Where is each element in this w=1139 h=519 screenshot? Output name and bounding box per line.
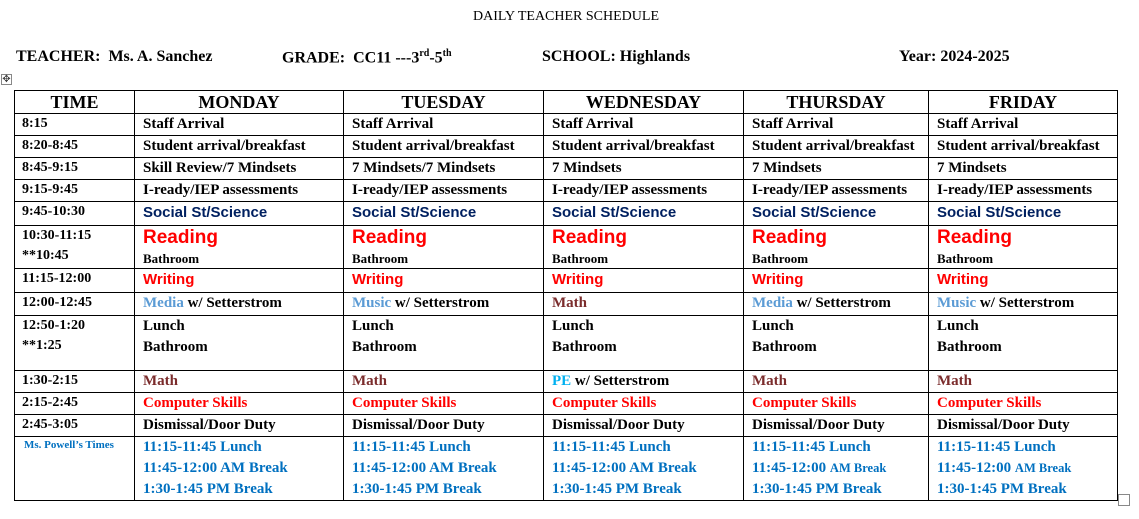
subject-reading: Reading: [552, 227, 627, 248]
page-title: DAILY TEACHER SCHEDULE: [472, 9, 660, 24]
wednesday-cell: Math: [544, 293, 744, 316]
time-cell: 2:15-2:45: [15, 393, 135, 415]
thursday-cell: Staff Arrival: [744, 114, 929, 136]
friday-cell: [929, 437, 1118, 501]
time-note: **1:25: [22, 338, 62, 353]
thursday-cell: Writing: [744, 269, 929, 293]
table-row: [15, 393, 1118, 415]
table-row: [15, 202, 1118, 226]
monday-cell: Staff Arrival: [135, 114, 344, 136]
grade-sup-th: th: [442, 48, 452, 59]
grade-sup-rd: rd: [419, 48, 430, 59]
teacher-label: TEACHER:: [16, 48, 101, 65]
bathroom-label: Bathroom: [752, 339, 817, 355]
teacher-info: [16, 48, 212, 66]
thursday-cell: 7 Mindsets: [744, 158, 929, 180]
wednesday-cell: Dismissal/Door Duty: [544, 415, 744, 437]
tuesday-cell: 7 Mindsets/7 Mindsets: [344, 158, 544, 180]
with-teacher: w/ Setterstrom: [792, 295, 891, 311]
time-cell: 2:45-3:05: [15, 415, 135, 437]
time-cell: 1:30-2:15: [15, 371, 135, 393]
monday-cell: [135, 437, 344, 501]
table-resize-handle[interactable]: [1118, 494, 1130, 506]
friday-cell: Math: [929, 371, 1118, 393]
friday-cell: [929, 226, 1118, 269]
with-teacher: w/ Setterstrom: [391, 295, 490, 311]
powell-am-time: 11:45-12:00: [752, 460, 830, 476]
time-cell: 12:00-12:45: [15, 293, 135, 316]
tuesday-cell: [344, 316, 544, 371]
tuesday-cell: Computer Skills: [344, 393, 544, 415]
monday-cell: I-ready/IEP assessments: [135, 180, 344, 202]
wednesday-cell: Computer Skills: [544, 393, 744, 415]
friday-cell: Student arrival/breakfast: [929, 136, 1118, 158]
table-row: [15, 226, 1118, 269]
powell-am-break: 11:45-12:00 AM Break: [352, 460, 497, 476]
col-header-tuesday: TUESDAY: [344, 91, 544, 114]
tuesday-cell: [344, 437, 544, 501]
lunch-label: Lunch: [143, 318, 185, 334]
monday-cell: [135, 226, 344, 269]
year-info: [899, 48, 1010, 66]
time-main: 12:50-1:20: [22, 318, 85, 333]
bathroom-note: Bathroom: [752, 251, 809, 266]
table-row: [15, 269, 1118, 293]
monday-cell: Math: [135, 371, 344, 393]
wednesday-cell: Social St/Science: [544, 202, 744, 226]
powell-pm-break: 1:30-1:45 PM Break: [352, 481, 482, 497]
subject-reading: Reading: [752, 227, 827, 248]
wednesday-cell: [544, 437, 744, 501]
lunch-label: Lunch: [752, 318, 794, 334]
monday-cell: Social St/Science: [135, 202, 344, 226]
tuesday-cell: Writing: [344, 269, 544, 293]
thursday-cell: [744, 316, 929, 371]
powell-pm-break: 1:30-1:45 PM Break: [937, 481, 1067, 497]
powell-am-break: [937, 458, 1117, 479]
bathroom-label: Bathroom: [552, 339, 617, 355]
tuesday-cell: Student arrival/breakfast: [344, 136, 544, 158]
thursday-cell: [744, 293, 929, 316]
powell-times-label: Ms. Powell’s Times: [15, 437, 135, 501]
powell-lunch: 11:15-11:45 Lunch: [937, 439, 1056, 455]
bathroom-note: Bathroom: [937, 251, 994, 266]
bathroom-note: Bathroom: [352, 251, 409, 266]
year-value: 2024-2025: [940, 48, 1010, 65]
table-row: [15, 371, 1118, 393]
time-cell: 9:15-9:45: [15, 180, 135, 202]
table-row: [15, 293, 1118, 316]
wednesday-cell: Staff Arrival: [544, 114, 744, 136]
monday-cell: [135, 316, 344, 371]
thursday-cell: I-ready/IEP assessments: [744, 180, 929, 202]
friday-cell: Social St/Science: [929, 202, 1118, 226]
year-label: Year:: [899, 48, 937, 65]
special-music: Music: [937, 295, 977, 311]
friday-cell: Computer Skills: [929, 393, 1118, 415]
col-header-thursday: THURSDAY: [744, 91, 929, 114]
powell-am-label: AM Break: [829, 461, 887, 475]
time-main: 10:30-11:15: [22, 228, 92, 243]
special-media: Media: [143, 295, 184, 311]
header-row: [15, 91, 1118, 114]
tuesday-cell: I-ready/IEP assessments: [344, 180, 544, 202]
tuesday-cell: Dismissal/Door Duty: [344, 415, 544, 437]
tuesday-cell: [344, 293, 544, 316]
time-cell: 11:15-12:00: [15, 269, 135, 293]
col-header-friday: FRIDAY: [929, 91, 1118, 114]
tuesday-cell: Math: [344, 371, 544, 393]
wednesday-cell: [544, 226, 744, 269]
friday-cell: Dismissal/Door Duty: [929, 415, 1118, 437]
thursday-cell: Dismissal/Door Duty: [744, 415, 929, 437]
tuesday-cell: Staff Arrival: [344, 114, 544, 136]
powell-am-break: [752, 458, 928, 479]
friday-cell: [929, 316, 1118, 371]
thursday-cell: Math: [744, 371, 929, 393]
powell-pm-break: 1:30-1:45 PM Break: [752, 481, 882, 497]
monday-cell: Skill Review/7 Mindsets: [135, 158, 344, 180]
powell-am-break: 11:45-12:00 AM Break: [552, 460, 697, 476]
wednesday-cell: 7 Mindsets: [544, 158, 744, 180]
grade-value: CC11 ---3: [353, 49, 420, 67]
table-row: [15, 180, 1118, 202]
special-music: Music: [352, 295, 392, 311]
friday-cell: [929, 293, 1118, 316]
wednesday-cell: [544, 316, 744, 371]
powell-lunch: 11:15-11:45 Lunch: [752, 439, 871, 455]
subject-reading: Reading: [352, 227, 427, 248]
lunch-label: Lunch: [937, 318, 979, 334]
bathroom-note: Bathroom: [143, 251, 200, 266]
time-cell: 9:45-10:30: [15, 202, 135, 226]
friday-cell: 7 Mindsets: [929, 158, 1118, 180]
wednesday-cell: Student arrival/breakfast: [544, 136, 744, 158]
col-header-wednesday: WEDNESDAY: [544, 91, 744, 114]
table-row: [15, 415, 1118, 437]
wednesday-cell: [544, 371, 744, 393]
monday-cell: Computer Skills: [135, 393, 344, 415]
tuesday-cell: Social St/Science: [344, 202, 544, 226]
school-value: Highlands: [619, 48, 691, 65]
time-cell: 8:15: [15, 114, 135, 136]
table-row: [15, 316, 1118, 371]
powell-am-time: 11:45-12:00: [937, 460, 1015, 476]
monday-cell: Writing: [135, 269, 344, 293]
table-row: [15, 437, 1118, 501]
thursday-cell: Student arrival/breakfast: [744, 136, 929, 158]
bathroom-label: Bathroom: [143, 339, 208, 355]
thursday-cell: Computer Skills: [744, 393, 929, 415]
time-note: **10:45: [22, 248, 69, 263]
time-cell: 8:20-8:45: [15, 136, 135, 158]
powell-am-break: 11:45-12:00 AM Break: [143, 460, 288, 476]
friday-cell: Writing: [929, 269, 1118, 293]
grade-label: GRADE:: [282, 49, 346, 67]
monday-cell: Student arrival/breakfast: [135, 136, 344, 158]
table-move-handle-icon[interactable]: ✥: [2, 74, 11, 85]
friday-cell: Staff Arrival: [929, 114, 1118, 136]
school-info: [542, 48, 690, 66]
wednesday-cell: I-ready/IEP assessments: [544, 180, 744, 202]
bathroom-label: Bathroom: [352, 339, 417, 355]
powell-pm-break: 1:30-1:45 PM Break: [143, 481, 273, 497]
time-cell: [15, 316, 135, 371]
powell-am-label: AM Break: [1014, 461, 1072, 475]
special-pe: PE: [552, 373, 572, 389]
special-media: Media: [752, 295, 793, 311]
col-header-time: TIME: [15, 91, 135, 114]
powell-pm-break: 1:30-1:45 PM Break: [552, 481, 682, 497]
table-row: [15, 136, 1118, 158]
powell-lunch: 11:15-11:45 Lunch: [143, 439, 262, 455]
table-row: [15, 114, 1118, 136]
with-teacher: w/ Setterstrom: [571, 373, 670, 389]
teacher-name: Ms. A. Sanchez: [108, 48, 213, 65]
thursday-cell: Social St/Science: [744, 202, 929, 226]
grade-info: [282, 48, 452, 67]
powell-lunch: 11:15-11:45 Lunch: [552, 439, 671, 455]
time-cell: [15, 226, 135, 269]
lunch-label: Lunch: [352, 318, 394, 334]
school-label: SCHOOL:: [542, 48, 616, 65]
lunch-label: Lunch: [552, 318, 594, 334]
time-cell: 8:45-9:15: [15, 158, 135, 180]
thursday-cell: [744, 226, 929, 269]
schedule-table: [14, 90, 1118, 501]
subject-reading: Reading: [937, 227, 1012, 248]
with-teacher: w/ Setterstrom: [976, 295, 1075, 311]
friday-cell: I-ready/IEP assessments: [929, 180, 1118, 202]
thursday-cell: [744, 437, 929, 501]
powell-lunch: 11:15-11:45 Lunch: [352, 439, 471, 455]
monday-cell: Dismissal/Door Duty: [135, 415, 344, 437]
wednesday-cell: Writing: [544, 269, 744, 293]
grade-mid: -5: [429, 49, 443, 67]
bathroom-note: Bathroom: [552, 251, 609, 266]
bathroom-label: Bathroom: [937, 339, 1002, 355]
table-row: [15, 158, 1118, 180]
col-header-monday: MONDAY: [135, 91, 344, 114]
tuesday-cell: [344, 226, 544, 269]
with-teacher: w/ Setterstrom: [183, 295, 282, 311]
subject-reading: Reading: [143, 227, 218, 248]
monday-cell: [135, 293, 344, 316]
